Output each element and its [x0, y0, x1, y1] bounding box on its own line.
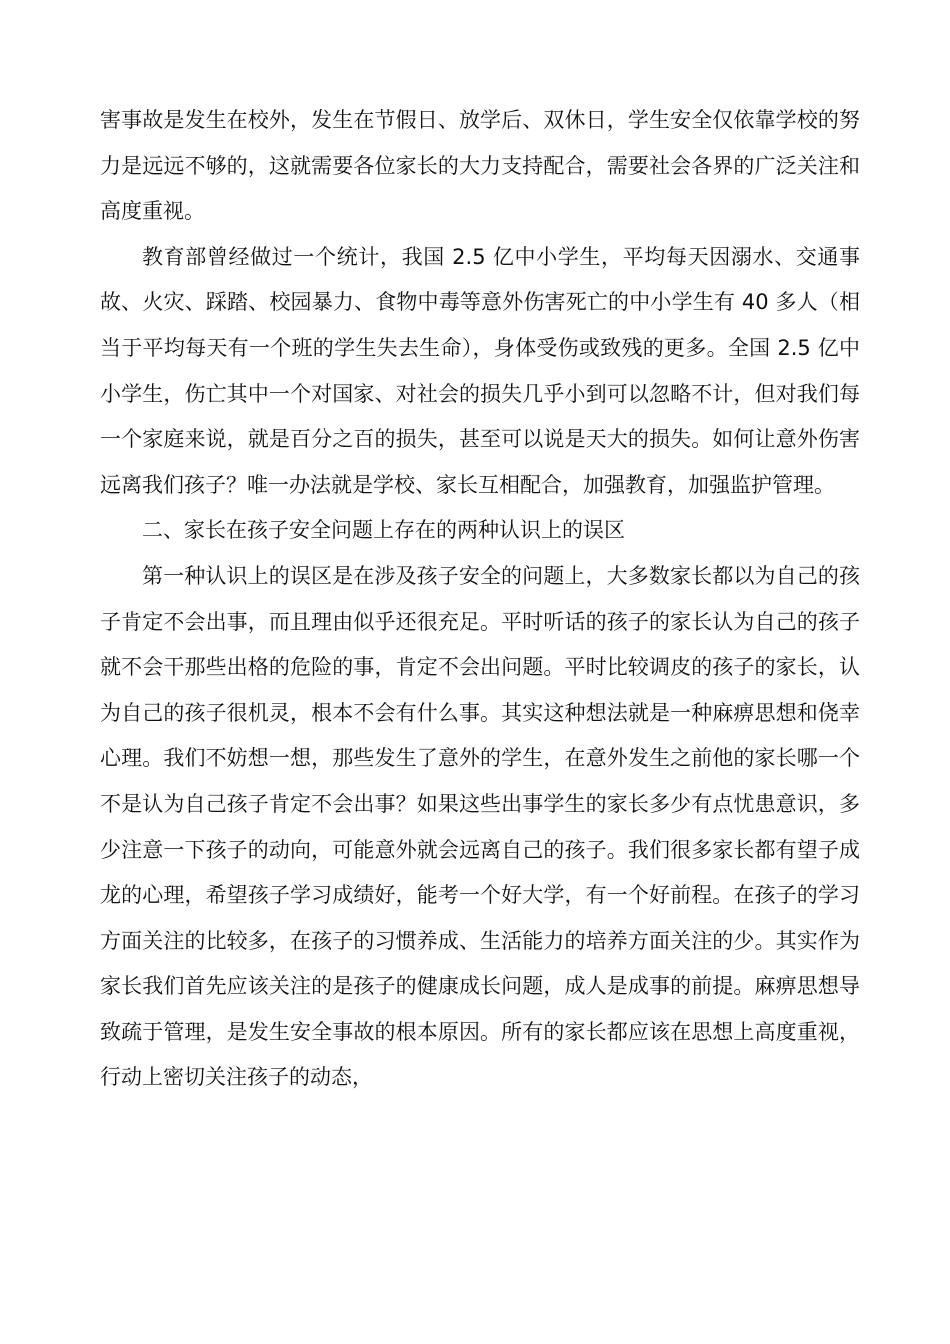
paragraph-2: 教育部曾经做过一个统计，我国 2.5 亿中小学生，平均每天因溺水、交通事故、火灾、踩踏、校园暴力、食物中毒等意外伤害死亡的中小学生有 40 多人（相当于平均每天有一个班的学生失去生命），身体受伤或致残的更多。全国 2.5 亿中小学生，伤亡其中一个对国家、对社会的损失几乎小到可以忽略不计，但对我们每一个家庭来说，就是百分之百的损失，甚至可以说是天大的损失。如何让意外伤害远离我们孩子？唯一办法就是学校、家长互相配合，加强教育，加强监护管理。 — [100, 244, 860, 497]
paragraph-4: 第一种认识上的误区是在涉及孩子安全的问题上，大多数家长都以为自己的孩子肯定不会出事，而且理由似乎还很充足。平时听话的孩子的家长认为自己的孩子就不会干那些出格的危险的事，肯定不会出问题。平时比较调皮的孩子的家长，认为自己的孩子很机灵，根本不会有什么事。其实这种想法就是一种麻痹思想和侥幸心理。我们不妨想一想，那些发生了意外的学生，在意外发生之前他的家长哪一个不是认为自己孩子肯定不会出事？如果这些出事学生的家长多少有点忧患意识，多少注意一下孩子的动向，可能意外就会远离自己的孩子。我们很多家长都有望子成龙的心理，希望孩子学习成绩好，能考一个好大学，有一个好前程。在孩子的学习方面关注的比较多，在孩子的习惯养成、生活能力的培养方面关注的少。其实作为家长我们首先应该关注的是孩子的健康成长问题，成人是成事的前提。麻痹思想导致疏于管理，是发生安全事故的根本原因。所有的家长都应该在思想上高度重视，行动上密切关注孩子的动态， — [100, 563, 860, 1090]
document-page — [100, 98, 860, 1101]
section-heading: 二、家长在孩子安全问题上存在的两种认识上的误区 — [142, 518, 625, 543]
paragraph-1: 害事故是发生在校外，发生在节假日、放学后、双休日，学生安全仅依靠学校的努力是远远不够的，这就需要各位家长的大力支持配合，需要社会各界的广泛关注和高度重视。 — [100, 108, 860, 224]
